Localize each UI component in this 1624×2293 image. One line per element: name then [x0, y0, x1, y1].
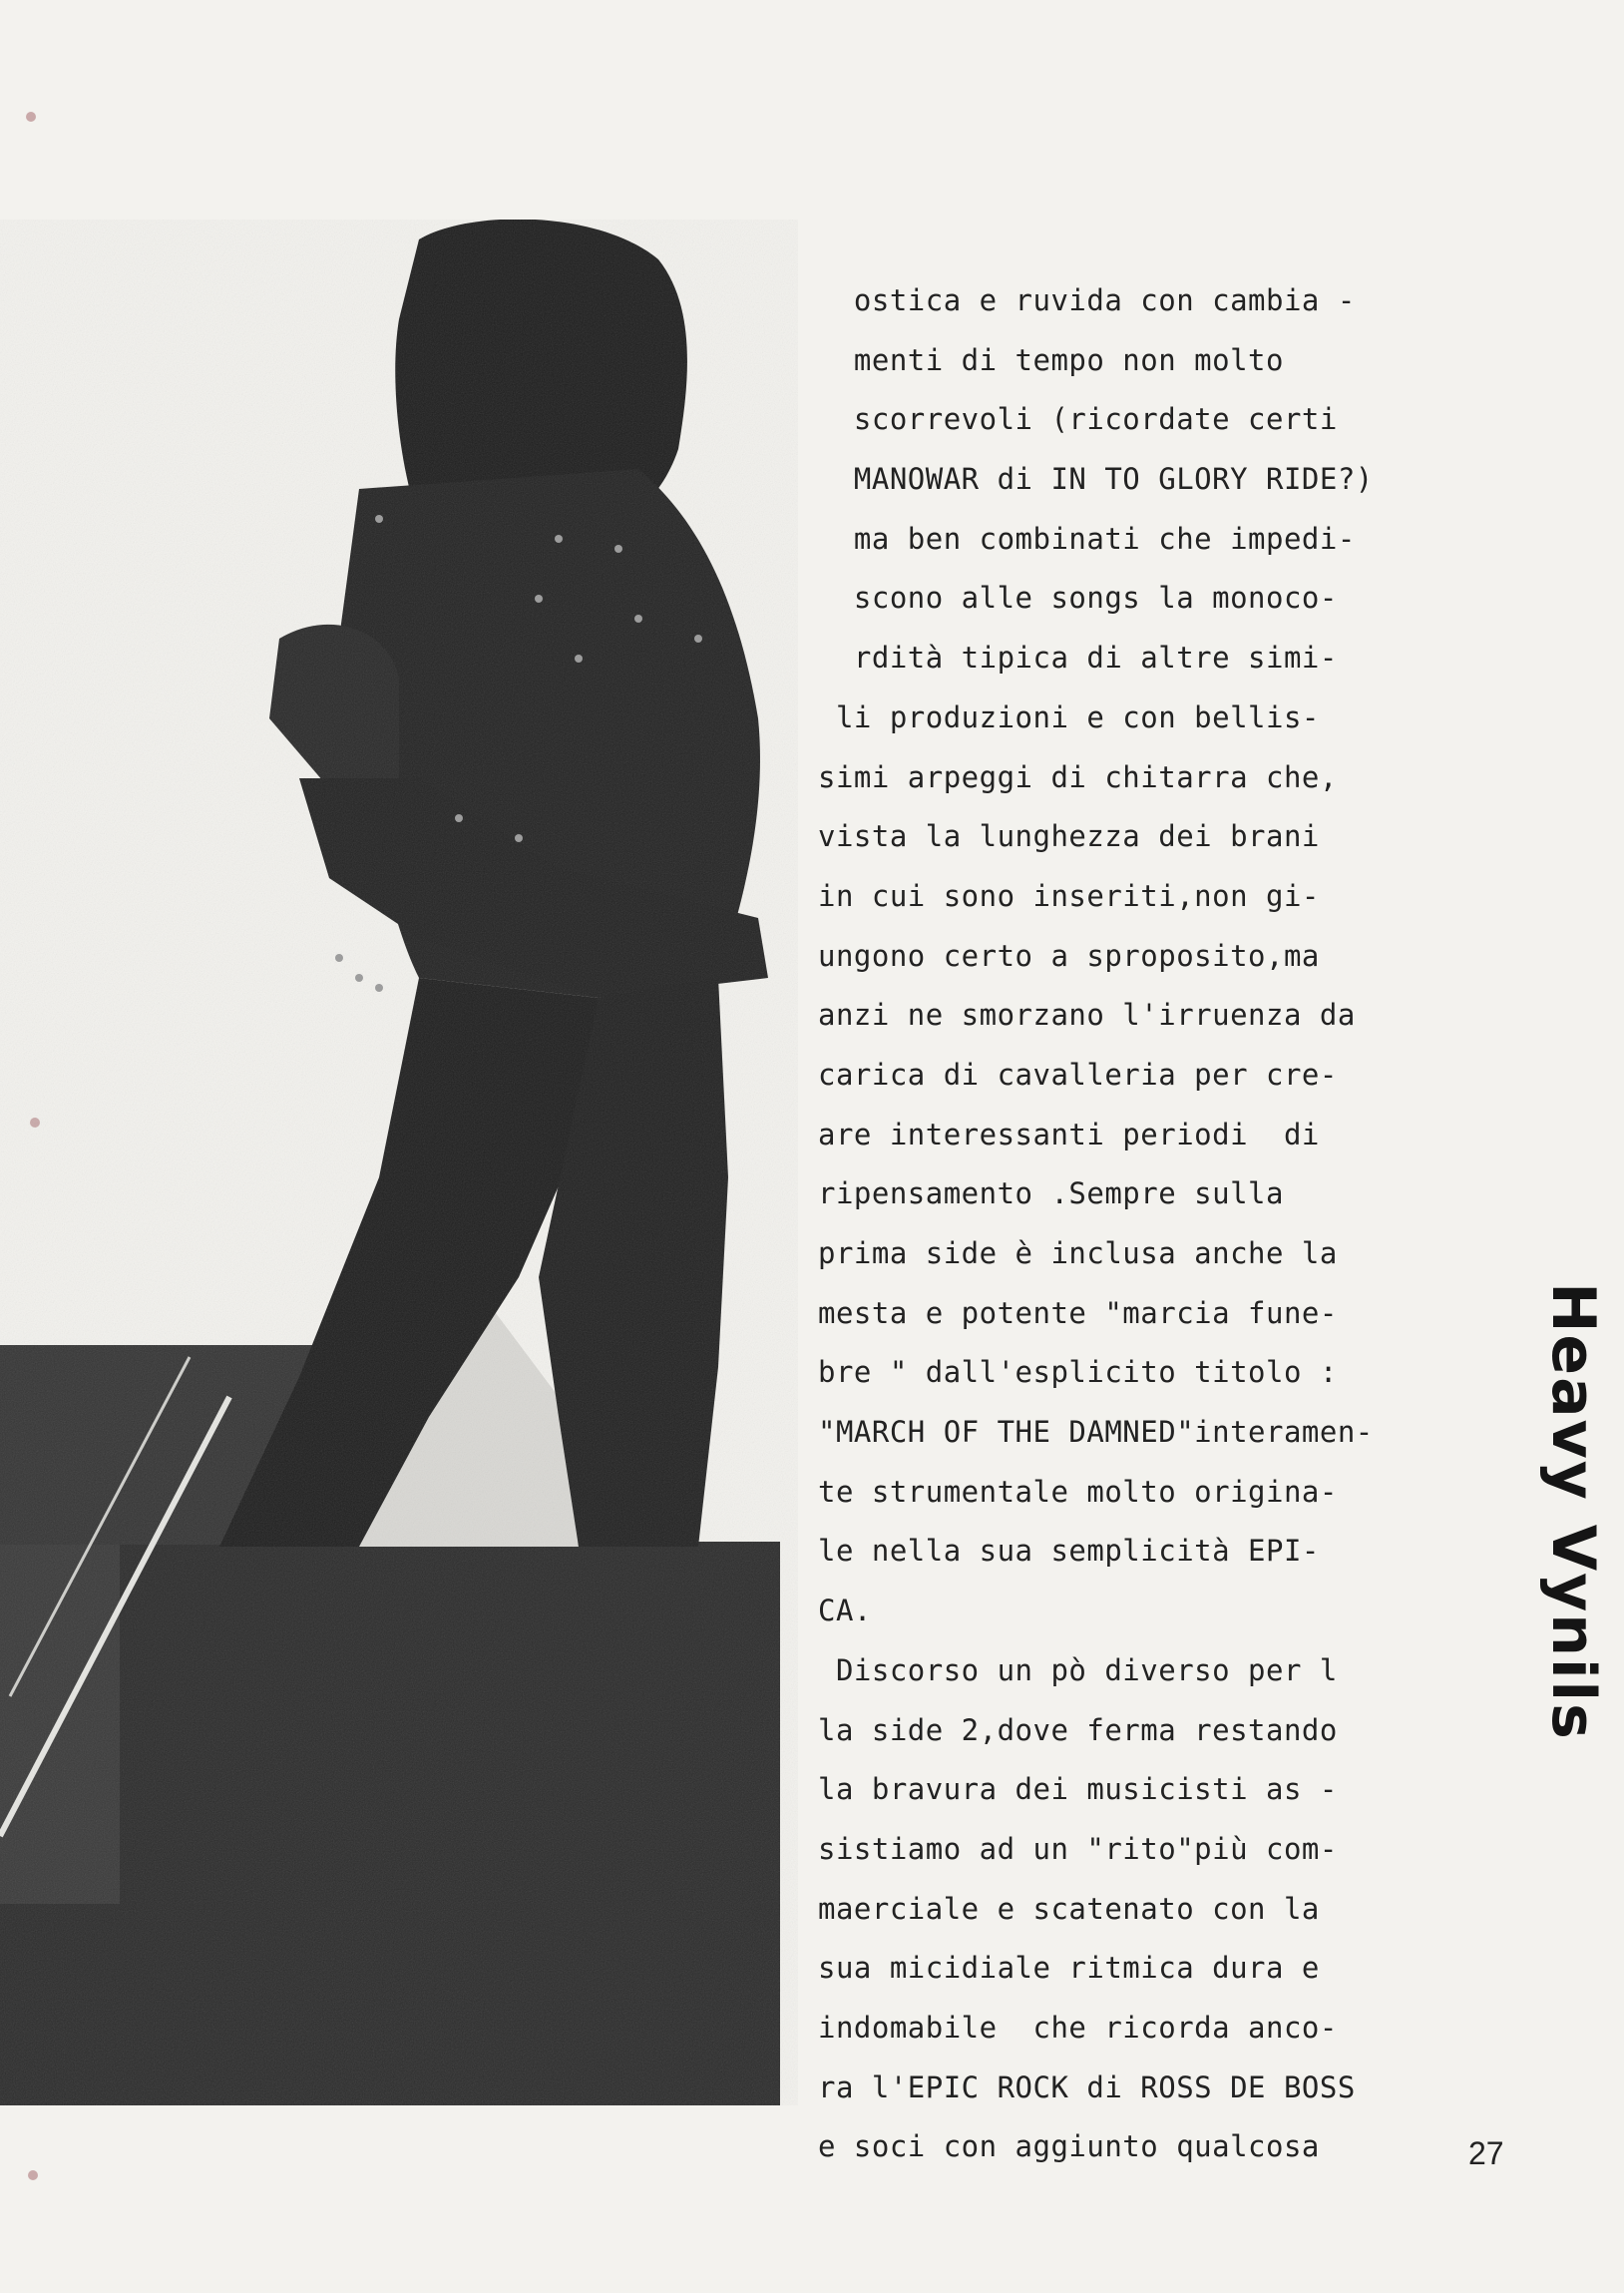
- article-line: indomabile che ricorda anco-: [818, 2010, 1338, 2045]
- article-line: in cui sono inseriti,non gi-: [818, 878, 1320, 913]
- article-line: mesta e potente "marcia fune-: [818, 1295, 1338, 1330]
- article-line: ma ben combinati che impedi-: [818, 521, 1356, 556]
- article-line: scorrevoli (ricordate certi: [818, 402, 1338, 437]
- article-line: te strumentale molto origina-: [818, 1474, 1338, 1509]
- article-line: scono alle songs la monoco-: [818, 581, 1338, 616]
- article-line: prima side è inclusa anche la: [818, 1236, 1338, 1270]
- article-line: carica di cavalleria per cre-: [818, 1057, 1338, 1092]
- article-line: are interessanti periodi di: [818, 1117, 1320, 1151]
- section-title-vertical: [1528, 1252, 1618, 1771]
- section-title: Heavy Vynils: [1538, 1282, 1608, 1741]
- article-line: la side 2,dove ferma restando: [818, 1712, 1338, 1747]
- article-text-column: [818, 271, 1476, 2177]
- article-line: ripensamento .Sempre sulla: [818, 1176, 1284, 1211]
- article-line: sistiamo ad un "rito"più com-: [818, 1831, 1338, 1866]
- article-line: simi arpeggi di chitarra che,: [818, 759, 1338, 794]
- article-line: e soci con aggiunto qualcosa: [818, 2129, 1320, 2164]
- article-line: menti di tempo non molto: [818, 342, 1284, 377]
- article-line: CA.: [818, 1594, 872, 1628]
- article-line: bre " dall'esplicito titolo :: [818, 1355, 1338, 1390]
- article-line: la bravura dei musicisti as -: [818, 1772, 1338, 1807]
- article-line: ostica e ruvida con cambia -: [818, 283, 1356, 317]
- article-line: li produzioni e con bellis-: [818, 699, 1320, 734]
- article-line: maerciale e scatenato con la: [818, 1891, 1320, 1926]
- article-line: MANOWAR di IN TO GLORY RIDE?): [818, 462, 1374, 497]
- article-line: rdità tipica di altre simi-: [818, 641, 1338, 676]
- photo-guitarist-on-stage: [0, 220, 798, 2105]
- article-line: le nella sua semplicità EPI-: [818, 1534, 1320, 1569]
- page-number: 27: [1468, 2135, 1504, 2171]
- article-line: vista la lunghezza dei brani: [818, 819, 1320, 854]
- article-line: anzi ne smorzano l'irruenza da: [818, 998, 1356, 1033]
- article-line: "MARCH OF THE DAMNED"interamen-: [818, 1415, 1374, 1450]
- article-line: ungono certo a sproposito,ma: [818, 938, 1320, 973]
- article-line: Discorso un pò diverso per l: [818, 1652, 1338, 1687]
- punch-hole-mark: [28, 2170, 38, 2180]
- article-line: ra l'EPIC ROCK di ROSS DE BOSS: [818, 2069, 1356, 2104]
- punch-hole-mark: [26, 112, 36, 122]
- article-line: sua micidiale ritmica dura e: [818, 1951, 1320, 1986]
